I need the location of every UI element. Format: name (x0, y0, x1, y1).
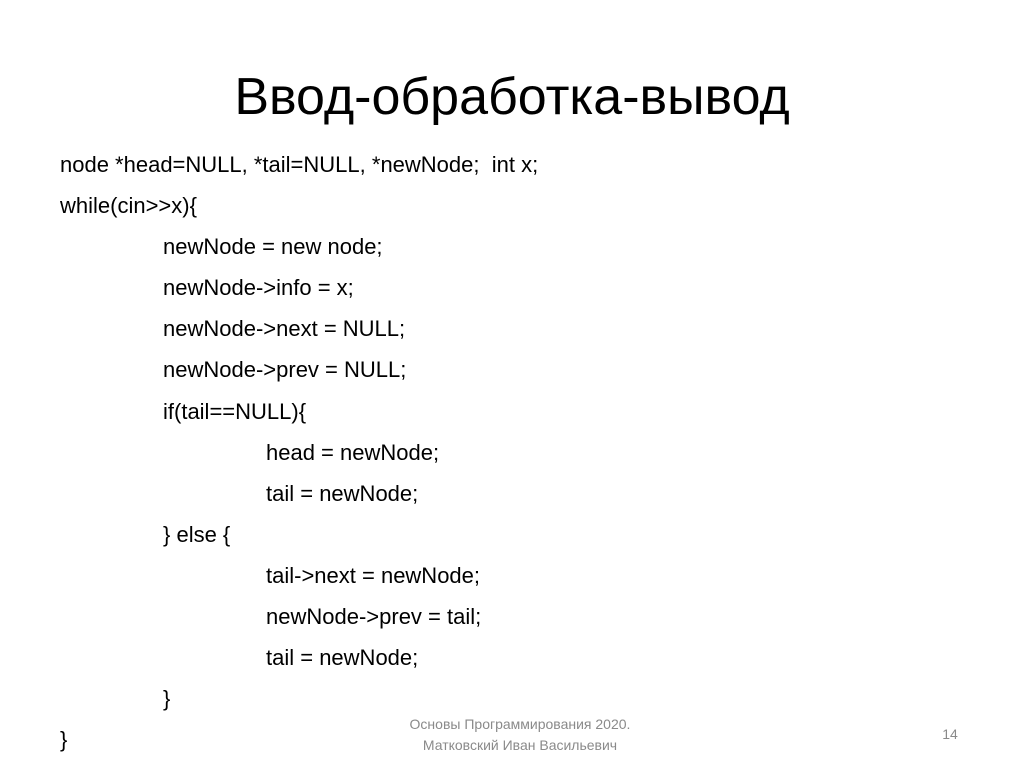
code-line: } (60, 727, 68, 753)
code-line: newNode->prev = tail; (266, 604, 482, 630)
footer-author: Матковский Иван Васильевич (422, 737, 618, 753)
code-line: } else { (163, 521, 231, 547)
slide-footer (330, 714, 710, 756)
code-line: newNode->info = x; (163, 275, 354, 301)
code-line: while(cin>>x){ (60, 193, 197, 219)
code-line: if(tail==NULL){ (163, 398, 307, 424)
code-line: tail->next = newNode; (266, 562, 481, 588)
code-line: tail = newNode; (266, 645, 419, 671)
code-line: head = newNode; (266, 439, 440, 465)
code-line: node *head=NULL, *tail=NULL, *newNode; int x; (60, 152, 539, 177)
code-line: tail = newNode; (266, 480, 419, 506)
code-block (60, 148, 538, 764)
code-line: newNode = new node; (163, 234, 383, 260)
code-line: newNode->next = NULL; (163, 316, 406, 342)
footer-course: Основы Программирования 2020. (409, 716, 631, 732)
page-number: 14 (942, 726, 958, 742)
code-line: } (163, 686, 171, 712)
slide-title: Ввод-обработка-вывод (234, 68, 790, 126)
code-line: newNode->prev = NULL; (163, 357, 407, 383)
